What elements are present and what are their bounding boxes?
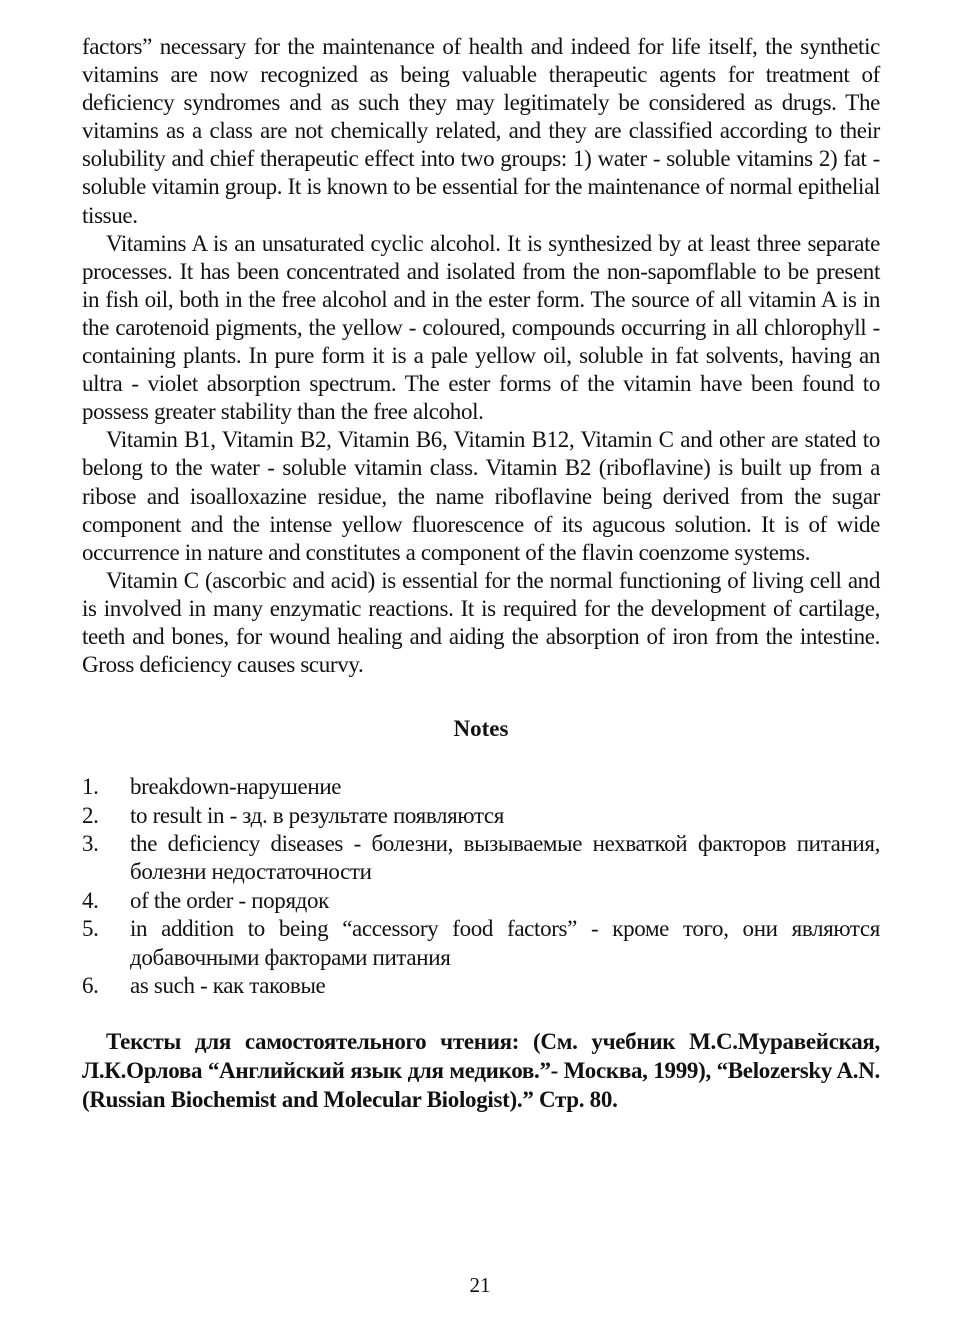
note-number: 5.: [82, 916, 99, 942]
note-text: in addition to being “accessory food factors” - кроме того, они являются добавочными факторами питания: [130, 916, 880, 970]
note-number: 2.: [82, 802, 99, 828]
page-number: 21: [469, 1273, 491, 1297]
body-paragraph-4: Vitamin C (ascorbic and acid) is essential for the normal functioning of living cell and is involved in many enzymatic reactions. It is required for the development of cartilage, teeth and bones, for wound healing and aiding the absorption of iron from the intestine. Gross deficiency causes scurvy.: [82, 567, 880, 678]
document-page: [82, 33, 880, 1114]
notes-list: [82, 773, 880, 1000]
body-paragraph-3: Vitamin B1, Vitamin B2, Vitamin B6, Vitamin B12, Vitamin C and other are stated to belong to the water - soluble vitamin class. Vitamin B2 (riboflavine) is built up from a ribose and isoalloxazine residue, the name riboflavine being derived from the sugar component and the intense yellow fluorescence of its agucous solution. It is of wide occurrence in nature and constitutes a component of the flavin coenzome systems.: [82, 427, 880, 565]
note-number: 4.: [82, 887, 99, 913]
body-paragraph-1: factors” necessary for the maintenance of health and indeed for life itself, the synthetic vitamins are now recognized as being valuable therapeutic agents for treatment of deficiency syndromes and as such they may legitimately be considered as drugs. The vitamins as a class are not chemically related, and they are classified according to their solubility and chief therapeutic effect into two groups: 1) water - soluble vitamins 2) fat - soluble vitamin group. It is known to be essential for the maintenance of normal epithelial tissue.: [82, 34, 880, 228]
note-text: of the order - порядок: [130, 887, 330, 913]
body-paragraph-2: Vitamins A is an unsaturated cyclic alcohol. It is synthesized by at least three separate processes. It has been concentrated and isolated from the non-sapomflable to be present in fish oil, both in the free alcohol and in the ester form. The source of all vitamin A is in the carotenoid pigments, the yellow - coloured, compounds occurring in all chlorophyll - containing plants. In pure form it is a pale yellow oil, soluble in fat solvents, having an ultra - violet absorption spectrum. The ester forms of the vitamin have been found to possess greater stability than the free alcohol.: [82, 230, 880, 425]
note-item-1: [82, 773, 880, 801]
note-item-5: [82, 915, 880, 972]
note-item-4: [82, 887, 880, 915]
note-item-2: [82, 802, 880, 830]
note-text: the deficiency diseases - болезни, вызываемые нехваткой факторов питания, болезни недостаточности: [130, 830, 880, 885]
note-text: as such - как таковые: [130, 973, 326, 998]
note-item-6: [82, 972, 880, 1000]
note-number: 6.: [82, 973, 99, 998]
note-text: breakdown-нарушение: [130, 774, 342, 800]
note-number: 1.: [82, 774, 99, 800]
supplementary-reading-reference: Тексты для самостоятельного чтения: (См. учебник М.С.Муравейская, Л.К.Орлова “Английский язык для медиков.”- Москва, 1999), “Belozersky A.N. (Russian Biochemist and Molecular Biologist).” Стр. 80.: [82, 1029, 880, 1112]
note-item-3: [82, 830, 880, 887]
note-number: 3.: [82, 830, 99, 856]
notes-heading: Notes: [453, 716, 509, 742]
note-text: to result in - зд. в результате появляются: [130, 802, 505, 828]
